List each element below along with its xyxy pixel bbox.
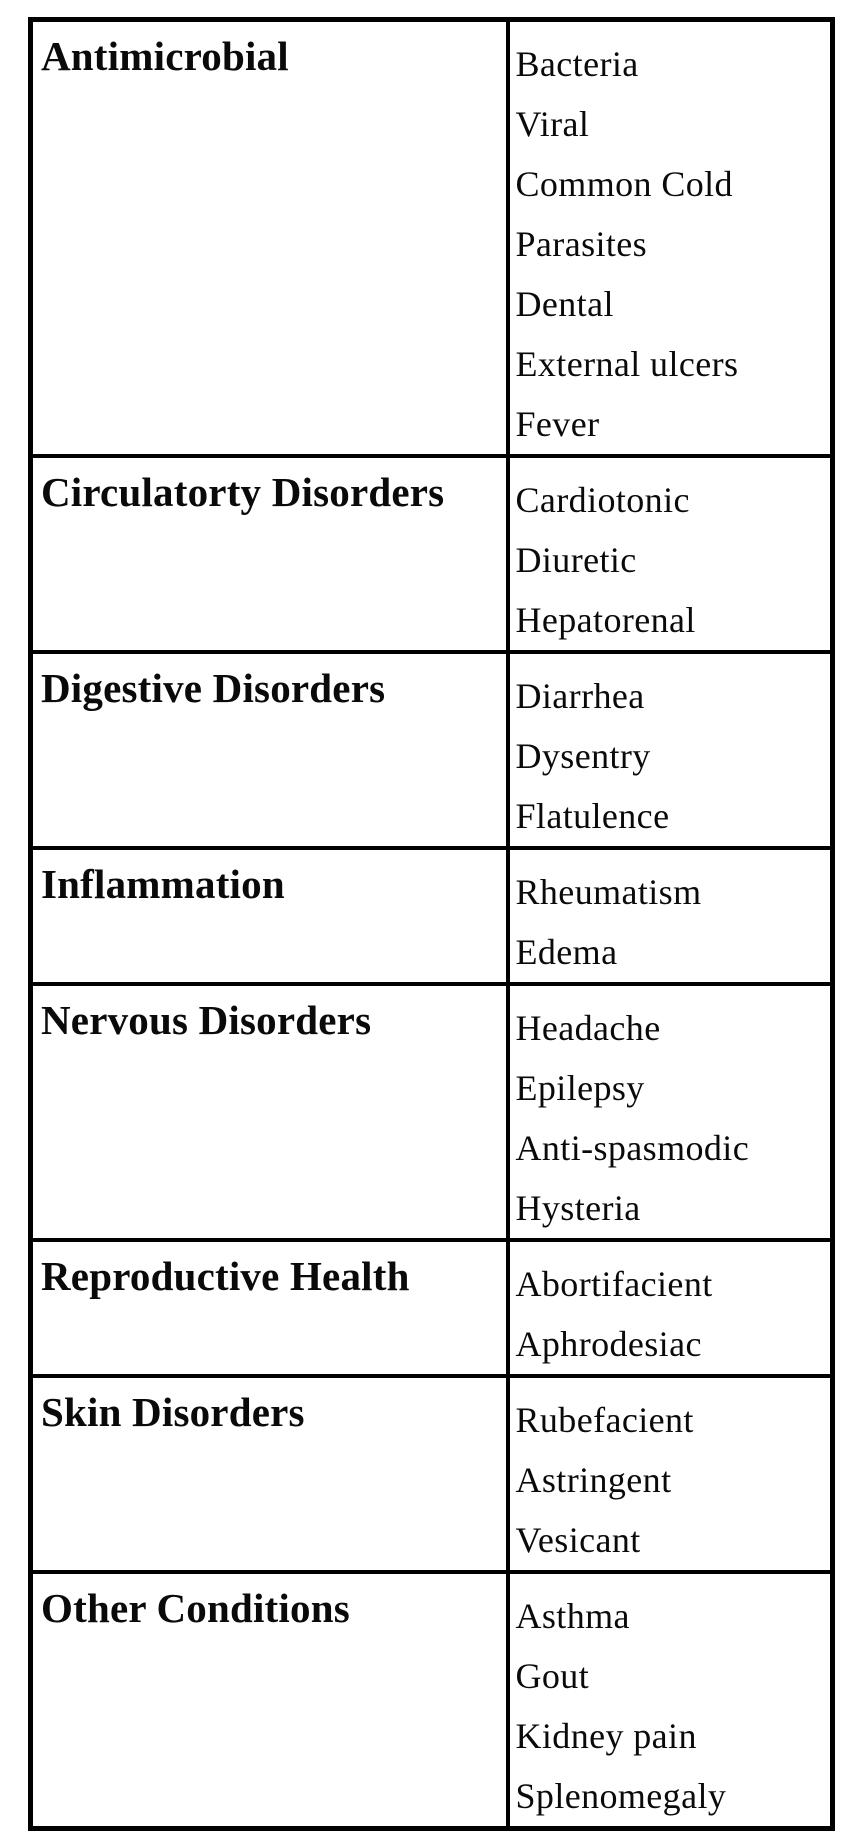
condition-item: Parasites (515, 224, 648, 264)
condition-item: Gout (515, 1656, 590, 1696)
condition-item: External ulcers (515, 344, 739, 384)
category-label: Digestive Disorders (41, 665, 386, 711)
category-cell (31, 1376, 508, 1572)
category-label: Antimicrobial (41, 33, 289, 79)
conditions-cell (508, 984, 833, 1240)
category-label: Reproductive Health (41, 1253, 410, 1299)
conditions-list (510, 1574, 831, 1826)
condition-item: Common Cold (515, 164, 733, 204)
condition-item: Edema (515, 932, 618, 972)
category-cell (31, 1240, 508, 1376)
condition-item: Bacteria (515, 44, 639, 84)
category-label: Inflammation (41, 861, 285, 907)
conditions-cell (508, 652, 833, 848)
conditions-list (510, 1242, 831, 1374)
table-row (31, 984, 833, 1240)
table-row (31, 20, 833, 457)
condition-item: Diuretic (515, 540, 637, 580)
condition-item: Flatulence (515, 796, 670, 836)
conditions-cell (508, 1572, 833, 1829)
condition-item: Astringent (515, 1460, 672, 1500)
condition-item: Kidney pain (515, 1716, 697, 1756)
condition-item: Rheumatism (515, 872, 702, 912)
conditions-list (510, 22, 831, 454)
conditions-cell (508, 1376, 833, 1572)
table-row (31, 652, 833, 848)
table-row (31, 1240, 833, 1376)
conditions-list (510, 850, 831, 982)
conditions-cell (508, 20, 833, 457)
category-label: Skin Disorders (41, 1389, 305, 1435)
category-label: Other Conditions (41, 1585, 350, 1631)
condition-item: Hysteria (515, 1188, 641, 1228)
conditions-table (28, 17, 835, 1831)
condition-item: Fever (515, 404, 600, 444)
table-row (31, 1376, 833, 1572)
condition-item: Rubefacient (515, 1400, 694, 1440)
table-row (31, 456, 833, 652)
category-cell (31, 1572, 508, 1829)
condition-item: Dysentry (515, 736, 651, 776)
condition-item: Viral (515, 104, 590, 144)
conditions-list (510, 458, 831, 650)
condition-item: Anti-spasmodic (515, 1128, 750, 1168)
table-row (31, 848, 833, 984)
category-label: Circulatorty Disorders (41, 469, 445, 515)
category-cell (31, 984, 508, 1240)
category-cell (31, 456, 508, 652)
conditions-cell (508, 1240, 833, 1376)
condition-item: Diarrhea (515, 676, 645, 716)
conditions-list (510, 986, 831, 1238)
condition-item: Hepatorenal (515, 600, 696, 640)
conditions-cell (508, 456, 833, 652)
conditions-cell (508, 848, 833, 984)
condition-item: Aphrodesiac (515, 1324, 702, 1364)
condition-item: Cardiotonic (515, 480, 690, 520)
table-body (31, 20, 833, 1829)
condition-item: Vesicant (515, 1520, 641, 1560)
category-cell (31, 20, 508, 457)
category-cell (31, 652, 508, 848)
condition-item: Abortifacient (515, 1264, 713, 1304)
condition-item: Dental (515, 284, 614, 324)
condition-item: Headache (515, 1008, 661, 1048)
condition-item: Splenomegaly (515, 1776, 727, 1816)
condition-item: Epilepsy (515, 1068, 645, 1108)
category-label: Nervous Disorders (41, 997, 372, 1043)
conditions-list (510, 1378, 831, 1570)
conditions-list (510, 654, 831, 846)
table-row (31, 1572, 833, 1829)
condition-item: Asthma (515, 1596, 630, 1636)
category-cell (31, 848, 508, 984)
